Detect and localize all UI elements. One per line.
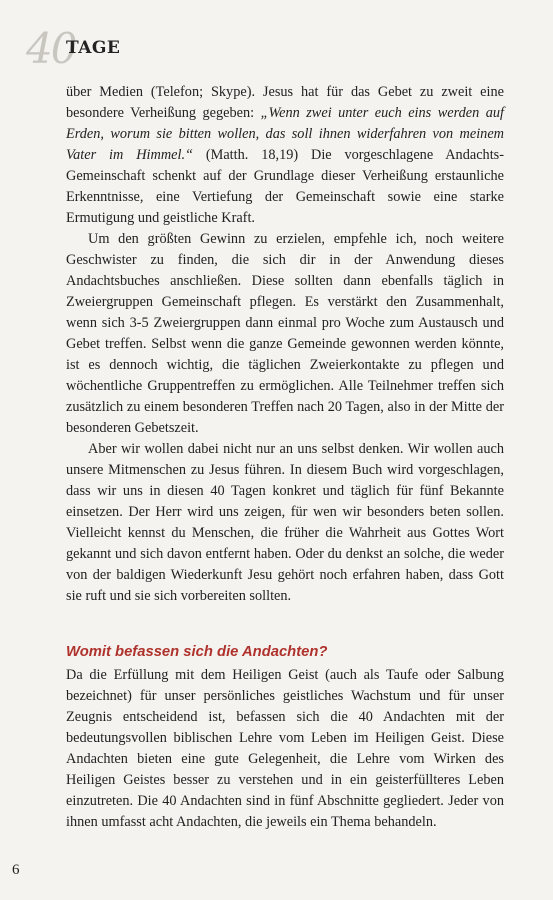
page-number: 6 xyxy=(12,862,20,878)
section-paragraph: Da die Erfüllung mit dem Heiligen Geist (auch als Taufe oder Salbung bezeichnet) für unser persönliches geistliches Wachstum und für unser Zeugnis entscheidend ist, befassen sich die 40 Andachten mit der bedeutungsvollen biblischen Lehre vom Leben im Heiligen Geist. Diese Andachten bieten eine gute Gelegenheit, die Lehre vom Wirken des Heiligen Geistes besser zu verstehen und in ein geisterfüllteres Leben einzutreten. Die 40 Andachten sind in fünf Abschnitte gegliedert. Jeder von ihnen umfasst acht Andachten, die jeweils ein Thema behandeln. xyxy=(66,667,504,830)
paragraph-1 xyxy=(66,82,504,229)
paragraph-3: Aber wir wollen dabei nicht nur an uns selbst denken. Wir wollen auch unsere Mitmenschen zu Jesus führen. In diesem Buch wird vorgeschlagen, dass wir uns in diesen 40 Tagen konkret und täglich für fünf Bekannte einsetzen. Der Herr wird uns zeigen, für wen wir besonders beten sollen. Vielleicht kennst du Menschen, die früher die Wahrheit aus Gottes Wort gekannt und sich davon entfernt haben. Oder du denkst an solche, die weder von der baldigen Wiederkunft Jesu gehört noch erfahren haben, dass Gott sie ruft und sie sich vorbereiten sollten. xyxy=(66,441,504,604)
bible-quote: „Wenn zwei unter euch eins werden auf Erden, worum sie bitten wollen, das soll ihnen widerfahren von meinem Vater im Himmel.“ xyxy=(66,105,504,163)
body-text xyxy=(66,82,504,833)
paragraph-1-before: über Medien (Telefon; Skype). Jesus hat für das Gebet zu zweit eine besondere Verheißung gegeben: xyxy=(66,84,504,121)
chapter-number-watermark: 40 xyxy=(26,24,76,73)
paragraph-2: Um den größten Gewinn zu erzielen, empfehle ich, noch weitere Geschwister zu finden, die sich dir in der Anwendung dieses Andachtsbuches anschließen. Diese sollten dann ebenfalls täglich in Zweiergruppen Gemeinschaft pflegen. Es verstärkt den Zusammenhalt, wenn sich 3-5 Zweiergruppen dann einmal pro Woche zum Austausch und Gebet treffen. Selbst wenn die ganze Gemeinde gewonnen werden könnte, ist es dennoch wichtig, die täglichen Zweierkontakte zu pflegen und wöchentliche Gruppentreffen zu ermöglichen. Alle Teilnehmer treffen sich zusätzlich zu einem besonderen Treffen nach 20 Tagen, also in der Mitte der besonderen Gebetszeit. xyxy=(66,231,504,436)
running-header-title: TAGE xyxy=(66,38,121,58)
section-heading: Womit befassen sich die Andachten? xyxy=(66,644,328,660)
paragraph-1-after: (Matth. 18,19) Die vorgeschlagene Andachts-Gemeinschaft schenkt auf der Grundlage dieser Verheißung erstaunliche Erkenntnisse, eine Vertiefung der Gemeinschaft sowie eine starke Ermutigung und geistliche Kraft. xyxy=(66,147,504,226)
